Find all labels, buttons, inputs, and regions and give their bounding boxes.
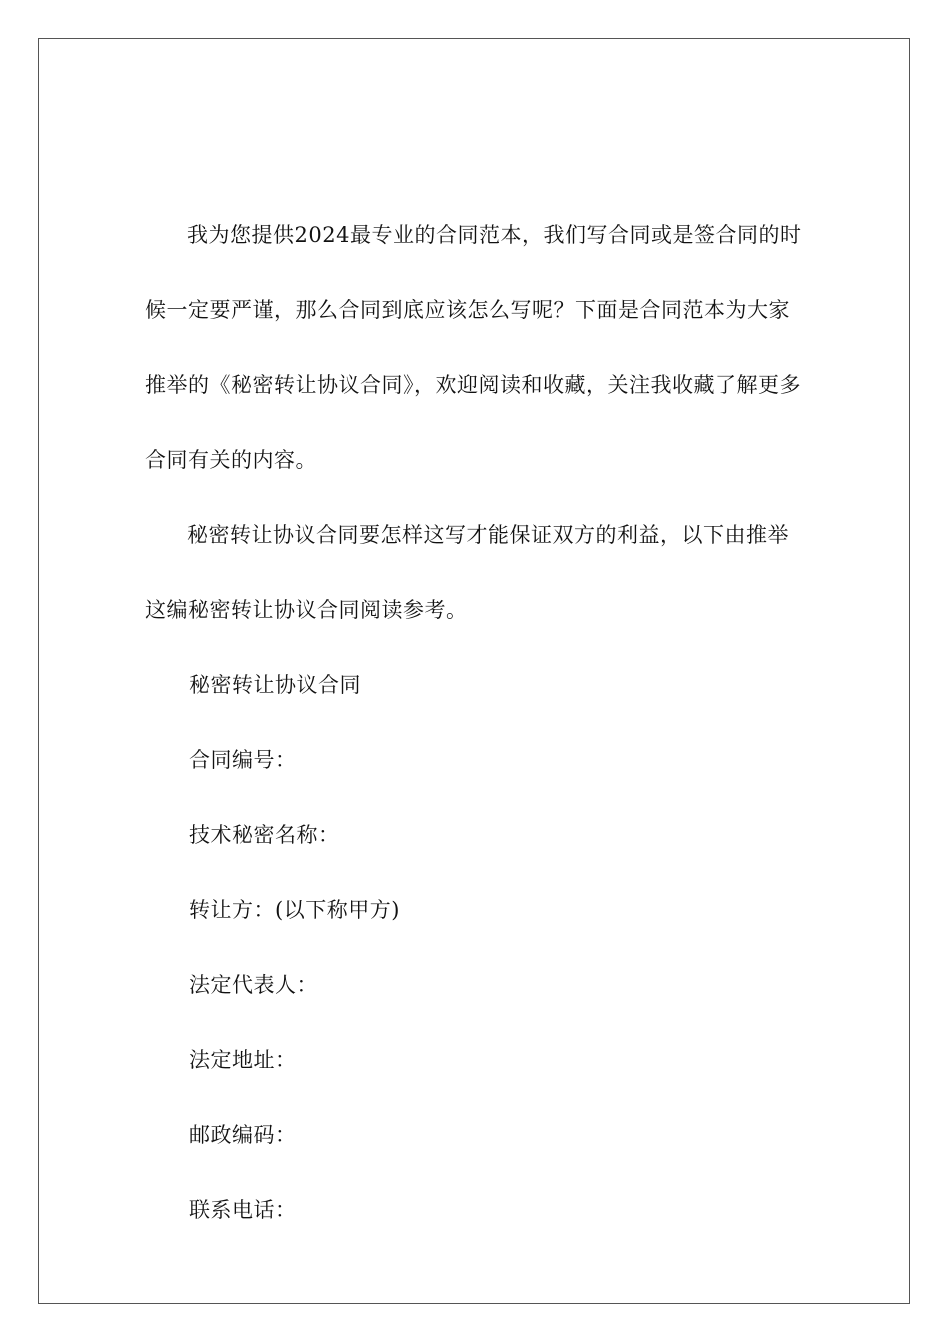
intro-paragraph-1: 我为您提供2024最专业的合同范本，我们写合同或是签合同的时候一定要严谨，那么合同到底应该怎么写呢？下面是合同范本为大家推举的《秘密转让协议合同》，欢迎阅读和收藏，关注我收藏了解更多合同有关的内容。: [145, 223, 802, 472]
intro-paragraph-2: 秘密转让协议合同要怎样这写才能保证双方的利益，以下由推举这编秘密转让协议合同阅读参考。: [145, 523, 789, 622]
field-legal-representative: 法定代表人：: [189, 973, 318, 997]
field-legal-address: 法定地址：: [189, 1048, 297, 1072]
field-transferor: 转让方：(以下称甲方): [189, 898, 400, 922]
field-postal-code: 邮政编码：: [189, 1123, 297, 1147]
field-contract-number: 合同编号：: [189, 748, 297, 772]
field-phone: 联系电话：: [189, 1198, 297, 1222]
contract-title: 秘密转让协议合同: [189, 673, 361, 697]
field-secret-name: 技术秘密名称：: [189, 823, 340, 847]
document-body: [145, 198, 805, 1248]
